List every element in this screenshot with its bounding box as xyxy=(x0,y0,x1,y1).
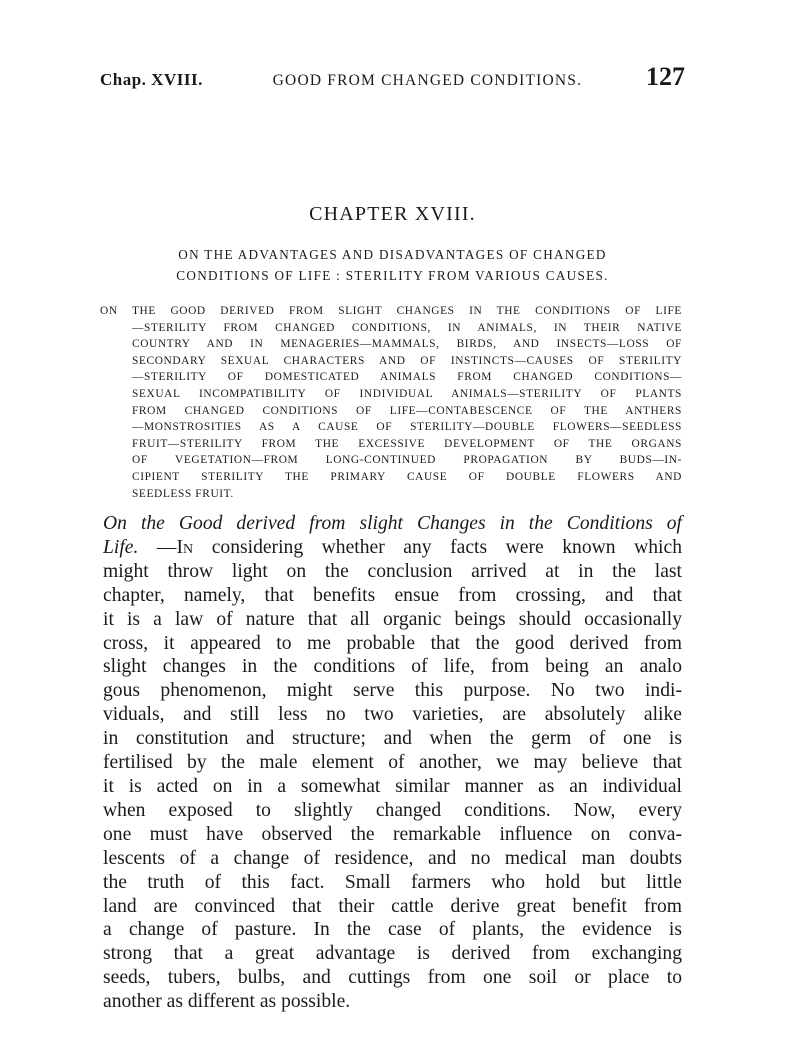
summary-line: COUNTRY AND IN MENAGERIES—MAMMALS, BIRDS, AND INSECTS—LOSS OF xyxy=(132,338,682,351)
chapter-title-line: CONDITIONS OF LIFE : STERILITY FROM VARIOUS CAUSES. xyxy=(176,268,609,283)
body-line: when exposed to slightly changed conditions. Now, every xyxy=(103,799,682,821)
chapter-heading: CHAPTER XVIII. xyxy=(309,203,476,225)
running-head-chapter: Chap. XVIII. xyxy=(100,70,203,89)
summary-line: —STERILITY FROM CHANGED CONDITIONS, IN ANIMALS, IN THEIR NATIVE xyxy=(132,321,682,334)
line-text: considering whether any facts were known which xyxy=(193,536,682,558)
summary-line: —MONSTROSITIES AS A CAUSE OF STERILITY—DOUBLE FLOWERS—SEEDLESS xyxy=(132,421,682,434)
body-line: in constitution and structure; and when the germ of one is xyxy=(103,728,682,750)
summary-line: OF VEGETATION—FROM LONG-CONTINUED PROPAGATION BY BUDS—IN- xyxy=(132,454,682,467)
body-line: land are convinced that their cattle derive great benefit from xyxy=(103,895,682,917)
body-line: one must have observed the remarkable influence on conva- xyxy=(103,823,682,845)
body-line xyxy=(103,536,682,560)
body-line: gous phenomenon, might serve this purpose. No two indi- xyxy=(103,680,682,702)
body-line: cross, it appeared to me probable that the good derived from xyxy=(103,632,682,654)
body-line: the truth of this fact. Small farmers who hold but little xyxy=(103,871,682,893)
summary-line: FRUIT—STERILITY FROM THE EXCESSIVE DEVELOPMENT OF THE ORGANS xyxy=(132,437,682,450)
body-line xyxy=(103,512,682,536)
section-heading-italic: On the Good derived from slight Changes in the Conditions of xyxy=(103,513,682,534)
chapter-title xyxy=(130,244,655,286)
chapter-title-line: ON THE ADVANTAGES AND DISADVANTAGES OF CHANGED xyxy=(178,247,607,262)
drop-word: In xyxy=(176,536,194,558)
running-head xyxy=(100,62,685,92)
summary-line: —STERILITY OF DOMESTICATED ANIMALS FROM CHANGED CONDITIONS— xyxy=(132,371,682,384)
summary-line: SEXUAL INCOMPATIBILITY OF INDIVIDUAL ANIMALS—STERILITY OF PLANTS xyxy=(132,387,682,400)
em-dash: — xyxy=(138,536,177,558)
body-line: might throw light on the conclusion arrived at in the last xyxy=(103,560,682,582)
body-line: fertilised by the male element of another, we may believe that xyxy=(103,752,682,774)
body-line: it is acted on in a somewhat similar manner as an individual xyxy=(103,775,682,797)
summary-line: ON THE GOOD DERIVED FROM SLIGHT CHANGES IN THE CONDITIONS OF LIFE xyxy=(100,305,682,317)
summary-line: FROM CHANGED CONDITIONS OF LIFE—CONTABESCENCE OF THE ANTHERS xyxy=(132,404,682,417)
chapter-summary xyxy=(100,303,682,502)
body-line: seeds, tubers, bulbs, and cuttings from one soil or place to xyxy=(103,967,682,989)
summary-line: CIPIENT STERILITY THE PRIMARY CAUSE OF DOUBLE FLOWERS AND xyxy=(132,470,682,483)
body-paragraph xyxy=(103,512,682,1014)
body-line: it is a law of nature that all organic beings should occasionally xyxy=(103,608,682,630)
body-line: another as different as possible. xyxy=(103,991,351,1013)
body-line: chapter, namely, that benefits ensue from crossing, and that xyxy=(103,584,682,606)
body-line: slight changes in the conditions of life, from being an analo xyxy=(103,656,682,678)
body-line: strong that a great advantage is derived from exchanging xyxy=(103,943,682,965)
summary-line: SEEDLESS FRUIT. xyxy=(132,487,234,500)
summary-line: SECONDARY SEXUAL CHARACTERS AND OF INSTINCTS—CAUSES OF STERILITY xyxy=(132,354,682,367)
body-line: viduals, and still less no two varieties, are absolutely alike xyxy=(103,704,682,726)
running-head-title: GOOD FROM CHANGED CONDITIONS. xyxy=(272,72,583,89)
page-number: 127 xyxy=(646,62,685,91)
body-line: a change of pasture. In the case of plants, the evidence is xyxy=(103,919,682,941)
section-heading-italic-end: Life. xyxy=(103,536,139,558)
body-line: lescents of a change of residence, and no medical man doubts xyxy=(103,847,682,869)
